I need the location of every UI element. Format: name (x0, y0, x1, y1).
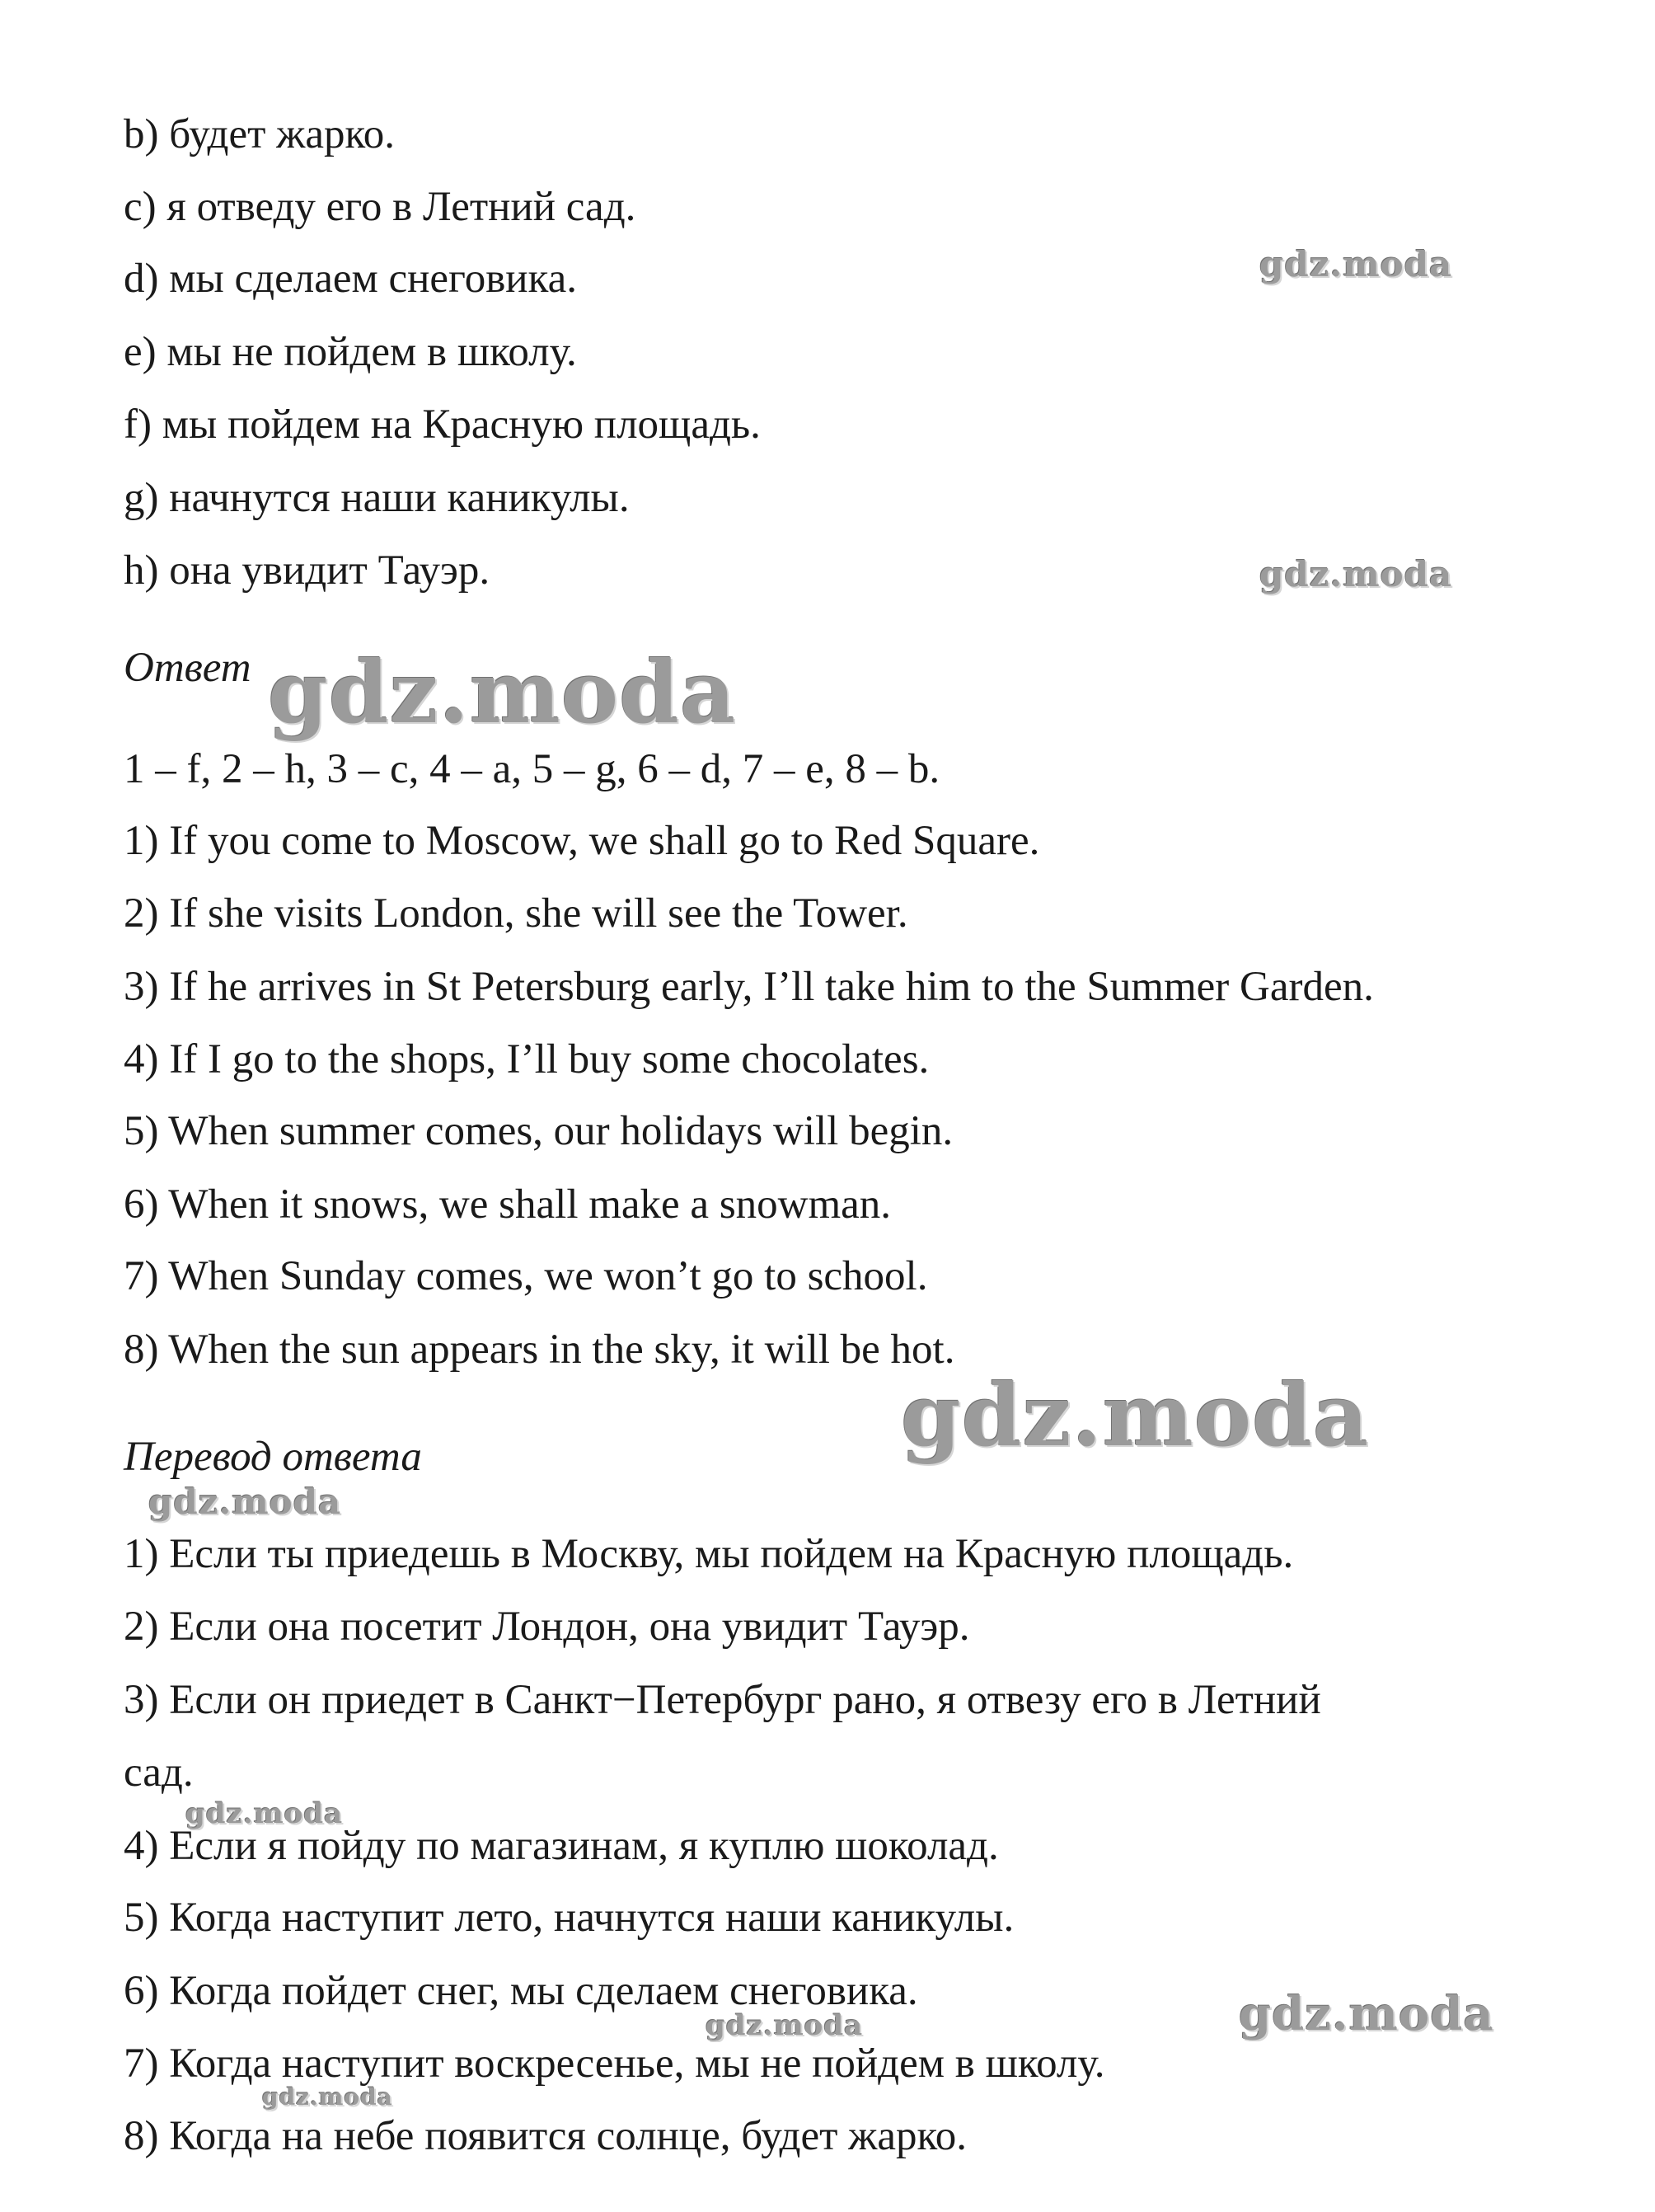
translation-line: 4) Если я пойду по магазинам, я куплю шоколад. (124, 1823, 999, 1869)
answer-heading: Ответ (124, 645, 251, 691)
translation-line: 6) Когда пойдет снег, мы сделаем снеговика. (124, 1968, 918, 2014)
watermark: gdz.moda (706, 2009, 864, 2042)
translation-line: 3) Если он приедет в Санкт−Петербург рано, я отвезу его в Летний (124, 1677, 1321, 1723)
option-f: f) мы пойдем на Красную площадь. (124, 402, 761, 448)
translation-heading: Перевод ответа (124, 1434, 422, 1480)
answer-sentence: 3) If he arrives in St Petersburg early, I’ll take him to the Summer Garden. (124, 964, 1374, 1010)
watermark: gdz.moda (148, 1482, 342, 1522)
option-g: g) начнутся наши каникулы. (124, 475, 630, 521)
watermark: gdz.moda (1259, 554, 1453, 594)
translation-line: 7) Когда наступит воскресенье, мы не пойдем в школу. (124, 2041, 1105, 2087)
answer-sentence: 6) When it snows, we shall make a snowman. (124, 1181, 892, 1228)
answer-sentence: 5) When summer comes, our holidays will begin. (124, 1108, 954, 1154)
answer-sentence: 2) If she visits London, she will see the Tower. (124, 890, 908, 937)
watermark: gdz.moda (1259, 244, 1453, 284)
answer-sentence: 8) When the sun appears in the sky, it will be hot. (124, 1327, 955, 1373)
watermark: gdz.moda (262, 2083, 393, 2111)
translation-line: 5) Когда наступит лето, начнутся наши каникулы. (124, 1895, 1015, 1941)
watermark: gdz.moda (185, 1797, 344, 1830)
translation-line: 2) Если она посетит Лондон, она увидит Тауэр. (124, 1604, 970, 1650)
option-b: b) будет жарко. (124, 111, 395, 157)
option-e: e) мы не пойдем в школу. (124, 329, 577, 375)
answer-sentence: 4) If I go to the shops, I’ll buy some chocolates. (124, 1036, 930, 1083)
answer-sentence: 7) When Sunday comes, we won’t go to school. (124, 1253, 928, 1299)
option-h: h) она увидит Тауэр. (124, 547, 490, 594)
watermark: gdz.moda (1239, 1987, 1494, 2041)
option-d: d) мы сделаем снеговика. (124, 256, 577, 302)
option-c: c) я отведу его в Летний сад. (124, 184, 636, 230)
translation-line: 8) Когда на небе появится солнце, будет жарко. (124, 2113, 967, 2159)
translation-line: 1) Если ты приедешь в Москву, мы пойдем на Красную площадь. (124, 1531, 1294, 1577)
answer-sentence: 1) If you come to Moscow, we shall go to Red Square. (124, 818, 1040, 864)
answer-key: 1 – f, 2 – h, 3 – c, 4 – a, 5 – g, 6 – d, 7 – e, 8 – b. (124, 746, 940, 792)
watermark: gdz.moda (901, 1364, 1370, 1466)
watermark: gdz.moda (268, 641, 737, 743)
translation-line: сад. (124, 1749, 194, 1796)
